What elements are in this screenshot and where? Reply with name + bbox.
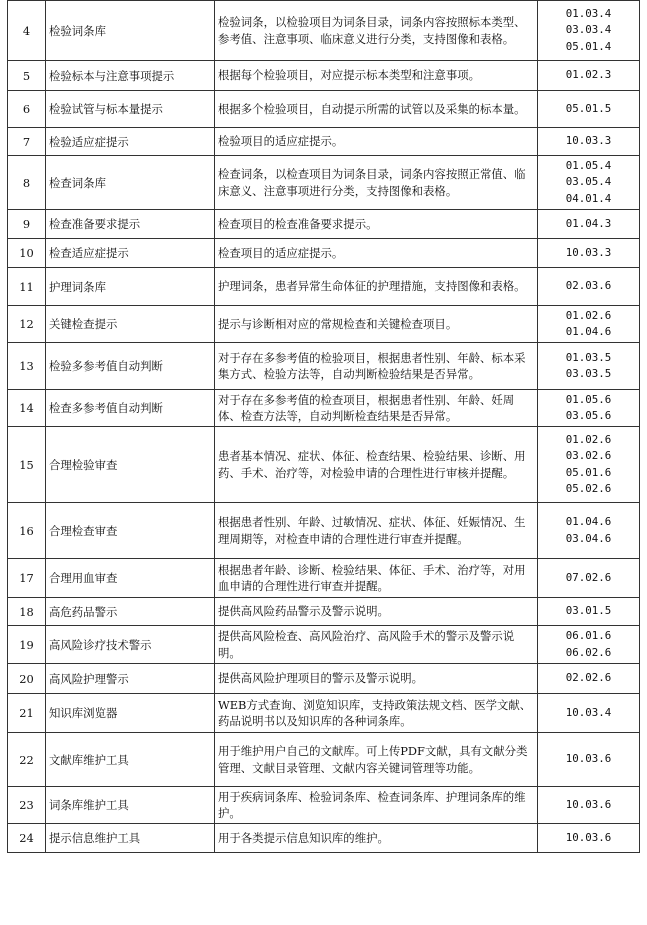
requirement-code: 01.02.3: [565, 68, 612, 82]
feature-description: 患者基本情况、症状、体征、检查结果、检验结果、诊断、用药、手术、治疗等，对检验申请的合理性进行审核并提醒。: [215, 427, 538, 503]
requirement-codes: [538, 128, 640, 156]
requirement-codes: [538, 390, 640, 427]
row-number: 4: [8, 1, 46, 61]
feature-name: 检查准备要求提示: [46, 210, 215, 239]
requirement-code: 01.03.5: [565, 350, 612, 364]
requirement-code: 06.01.6: [565, 629, 612, 642]
feature-description: 根据患者年龄、诊断、检验结果、体征、手术、治疗等，对用血申请的合理性进行审查并提醒。: [215, 559, 538, 598]
row-number: 14: [8, 390, 46, 427]
requirement-code: 05.02.6: [565, 482, 612, 495]
table-row: [8, 1, 640, 61]
feature-name: 提示信息维护工具: [46, 824, 215, 853]
row-number: 21: [8, 694, 46, 733]
requirement-code: 10.03.3: [565, 134, 612, 148]
table-row: [8, 306, 640, 343]
feature-description: 检验词条，以检验项目为词条目录，词条内容按照标本类型、参考值、注意事项、临床意义进行分类，支持图像和表格。: [215, 1, 538, 61]
table-row: [8, 824, 640, 853]
row-number: 11: [8, 268, 46, 306]
feature-description: 根据患者性别、年龄、过敏情况、症状、体征、妊娠情况、生理周期等，对检查申请的合理性进行审查并提醒。: [215, 503, 538, 559]
feature-table-body: [8, 1, 640, 853]
requirement-codes: [538, 343, 640, 390]
requirement-code: 01.02.6: [565, 308, 612, 322]
requirement-code: 01.03.4: [565, 6, 612, 20]
row-number: 16: [8, 503, 46, 559]
row-number: 22: [8, 733, 46, 787]
requirement-code: 02.03.6: [565, 279, 612, 293]
requirement-code: 10.03.6: [565, 797, 612, 811]
feature-description: 检查项目的适应症提示。: [215, 239, 538, 268]
requirement-code: 05.01.6: [565, 465, 612, 479]
requirement-codes: [538, 733, 640, 787]
row-number: 10: [8, 239, 46, 268]
requirement-code: 02.02.6: [565, 671, 612, 685]
requirement-code: 05.01.5: [565, 101, 612, 115]
row-number: 17: [8, 559, 46, 598]
feature-name: 关键检查提示: [46, 306, 215, 343]
requirement-code: 03.01.5: [565, 604, 612, 618]
requirement-codes: [538, 503, 640, 559]
feature-description: WEB方式查询、浏览知识库，支持政策法规文档、医学文献、药品说明书以及知识库的各种词条库。: [215, 694, 538, 733]
row-number: 20: [8, 664, 46, 694]
requirement-code: 10.03.4: [565, 705, 612, 719]
requirement-codes: [538, 239, 640, 268]
row-number: 18: [8, 598, 46, 626]
feature-name: 检查词条库: [46, 156, 215, 210]
row-number: 12: [8, 306, 46, 343]
feature-description: 提供高风险护理项目的警示及警示说明。: [215, 664, 538, 694]
feature-name: 检查多参考值自动判断: [46, 390, 215, 427]
feature-description: 对于存在多参考值的检查项目，根据患者性别、年龄、妊周体、检查方法等，自动判断检查结果是否异常。: [215, 390, 538, 427]
feature-description: 对于存在多参考值的检验项目，根据患者性别、年龄、标本采集方式、检验方法等，自动判断检验结果是否异常。: [215, 343, 538, 390]
table-row: [8, 61, 640, 91]
feature-description: 检验项目的适应症提示。: [215, 128, 538, 156]
row-number: 24: [8, 824, 46, 853]
row-number: 15: [8, 427, 46, 503]
feature-description: 护理词条，患者异常生命体征的护理措施，支持图像和表格。: [215, 268, 538, 306]
requirement-code: 10.03.6: [565, 830, 612, 844]
feature-description: 用于各类提示信息知识库的维护。: [215, 824, 538, 853]
requirement-code: 01.05.4: [565, 158, 612, 172]
feature-description: 根据多个检验项目，自动提示所需的试管以及采集的标本量。: [215, 91, 538, 128]
feature-description: 检查词条，以检查项目为词条目录，词条内容按照正常值、临床意义、注意事项进行分类，支持图像和表格。: [215, 156, 538, 210]
row-number: 7: [8, 128, 46, 156]
feature-name: 合理检验审查: [46, 427, 215, 503]
table-row: [8, 239, 640, 268]
requirement-code: 07.02.6: [565, 570, 612, 584]
row-number: 5: [8, 61, 46, 91]
feature-description: 提供高风险药品警示及警示说明。: [215, 598, 538, 626]
requirement-code: 03.03.5: [565, 367, 612, 380]
requirement-code: 01.05.6: [565, 392, 612, 406]
table-row: [8, 390, 640, 427]
requirement-codes: [538, 156, 640, 210]
requirement-codes: [538, 626, 640, 664]
requirement-codes: [538, 306, 640, 343]
row-number: 9: [8, 210, 46, 239]
requirement-code: 01.02.6: [565, 432, 612, 446]
feature-description: 用于维护用户自己的文献库。可上传PDF文献，具有文献分类管理、文献目录管理、文献内容关键词管理等功能。: [215, 733, 538, 787]
table-row: [8, 343, 640, 390]
feature-name: 词条库维护工具: [46, 787, 215, 824]
requirement-codes: [538, 427, 640, 503]
feature-description: 提供高风险检查、高风险治疗、高风险手术的警示及警示说明。: [215, 626, 538, 664]
table-row: [8, 210, 640, 239]
feature-name: 检验试管与标本量提示: [46, 91, 215, 128]
row-number: 6: [8, 91, 46, 128]
requirement-code: 05.01.4: [565, 39, 612, 53]
requirement-code: 10.03.3: [565, 245, 612, 259]
feature-name: 检查适应症提示: [46, 239, 215, 268]
table-row: [8, 626, 640, 664]
requirement-codes: [538, 694, 640, 733]
feature-name: 知识库浏览器: [46, 694, 215, 733]
feature-name: 检验标本与注意事项提示: [46, 61, 215, 91]
feature-table: [7, 0, 640, 853]
feature-name: 合理用血审查: [46, 559, 215, 598]
feature-name: 检验适应症提示: [46, 128, 215, 156]
table-row: [8, 733, 640, 787]
requirement-code: 01.04.6: [565, 515, 612, 528]
requirement-codes: [538, 1, 640, 61]
table-row: [8, 156, 640, 210]
requirement-codes: [538, 91, 640, 128]
row-number: 8: [8, 156, 46, 210]
table-row: [8, 503, 640, 559]
requirement-codes: [538, 664, 640, 694]
feature-description: 提示与诊断相对应的常规检查和关键检查项目。: [215, 306, 538, 343]
feature-name: 护理词条库: [46, 268, 215, 306]
requirement-code: 01.04.3: [565, 216, 612, 230]
requirement-code: 03.05.4: [565, 175, 612, 189]
feature-name: 合理检查审查: [46, 503, 215, 559]
requirement-code: 03.05.6: [565, 409, 612, 422]
table-row: [8, 664, 640, 694]
requirement-code: 03.03.4: [565, 23, 612, 37]
requirement-code: 03.04.6: [565, 531, 612, 545]
requirement-codes: [538, 61, 640, 91]
table-row: [8, 787, 640, 824]
requirement-codes: [538, 787, 640, 824]
requirement-code: 10.03.6: [565, 752, 612, 766]
row-number: 19: [8, 626, 46, 664]
table-row: [8, 559, 640, 598]
feature-name: 检验多参考值自动判断: [46, 343, 215, 390]
table-row: [8, 694, 640, 733]
table-row: [8, 91, 640, 128]
requirement-code: 04.01.4: [565, 191, 612, 205]
requirement-code: 03.02.6: [565, 449, 612, 462]
row-number: 13: [8, 343, 46, 390]
feature-description: 用于疾病词条库、检验词条库、检查词条库、护理词条库的维护。: [215, 787, 538, 824]
requirement-codes: [538, 559, 640, 598]
feature-name: 检验词条库: [46, 1, 215, 61]
feature-description: 检查项目的检查准备要求提示。: [215, 210, 538, 239]
requirement-codes: [538, 268, 640, 306]
requirement-code: 01.04.6: [565, 325, 612, 338]
feature-name: 高危药品警示: [46, 598, 215, 626]
requirement-code: 06.02.6: [565, 645, 612, 659]
requirement-codes: [538, 210, 640, 239]
feature-name: 文献库维护工具: [46, 733, 215, 787]
requirement-codes: [538, 598, 640, 626]
feature-description: 根据每个检验项目，对应提示标本类型和注意事项。: [215, 61, 538, 91]
table-row: [8, 268, 640, 306]
table-row: [8, 427, 640, 503]
requirement-codes: [538, 824, 640, 853]
feature-name: 高风险护理警示: [46, 664, 215, 694]
table-row: [8, 128, 640, 156]
feature-name: 高风险诊疗技术警示: [46, 626, 215, 664]
table-row: [8, 598, 640, 626]
row-number: 23: [8, 787, 46, 824]
